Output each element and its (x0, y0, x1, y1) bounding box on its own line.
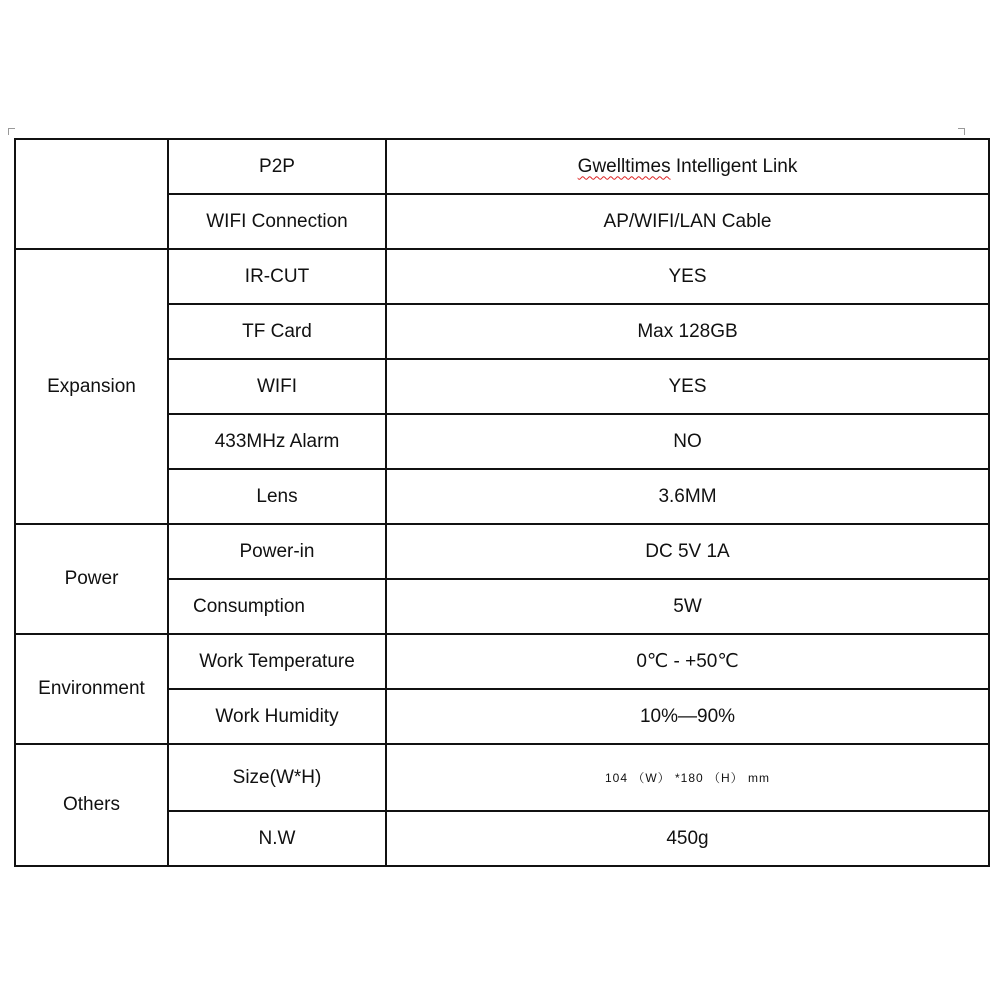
value-cell: YES (386, 359, 989, 414)
param-cell: Power-in (168, 524, 386, 579)
param-cell: 433MHz Alarm (168, 414, 386, 469)
value-cell: Max 128GB (386, 304, 989, 359)
param-cell: Work Humidity (168, 689, 386, 744)
table-row (15, 744, 989, 811)
value-cell: 450g (386, 811, 989, 866)
value-cell: 104 （W） *180 （H） mm (386, 744, 989, 811)
value-cell: NO (386, 414, 989, 469)
param-cell: Lens (168, 469, 386, 524)
param-cell: Consumption (168, 579, 386, 634)
value-cell: 5W (386, 579, 989, 634)
param-cell: Size(W*H) (168, 744, 386, 811)
value-cell: AP/WIFI/LAN Cable (386, 194, 989, 249)
table-row (15, 139, 989, 194)
value-cell (386, 139, 989, 194)
group-cell-environment: Environment (15, 634, 168, 744)
param-cell: WIFI Connection (168, 194, 386, 249)
value-cell: 3.6MM (386, 469, 989, 524)
spec-table (14, 138, 990, 867)
group-cell-others: Others (15, 744, 168, 866)
page-corner-mark-left (8, 128, 15, 135)
param-cell: P2P (168, 139, 386, 194)
value-cell: 10%—90% (386, 689, 989, 744)
page-corner-mark-right (958, 128, 965, 135)
param-cell: Work Temperature (168, 634, 386, 689)
value-cell: 0℃ - +50℃ (386, 634, 989, 689)
spellcheck-word: Gwelltimes (577, 155, 671, 177)
group-cell-expansion: Expansion (15, 249, 168, 524)
value-cell: DC 5V 1A (386, 524, 989, 579)
param-cell: IR-CUT (168, 249, 386, 304)
param-cell: WIFI (168, 359, 386, 414)
value-text: Intelligent Link (670, 155, 798, 177)
param-cell: N.W (168, 811, 386, 866)
table-row (15, 634, 989, 689)
table-row (15, 524, 989, 579)
param-cell: TF Card (168, 304, 386, 359)
group-cell-blank (15, 139, 168, 249)
table-row (15, 249, 989, 304)
group-cell-power: Power (15, 524, 168, 634)
value-cell: YES (386, 249, 989, 304)
